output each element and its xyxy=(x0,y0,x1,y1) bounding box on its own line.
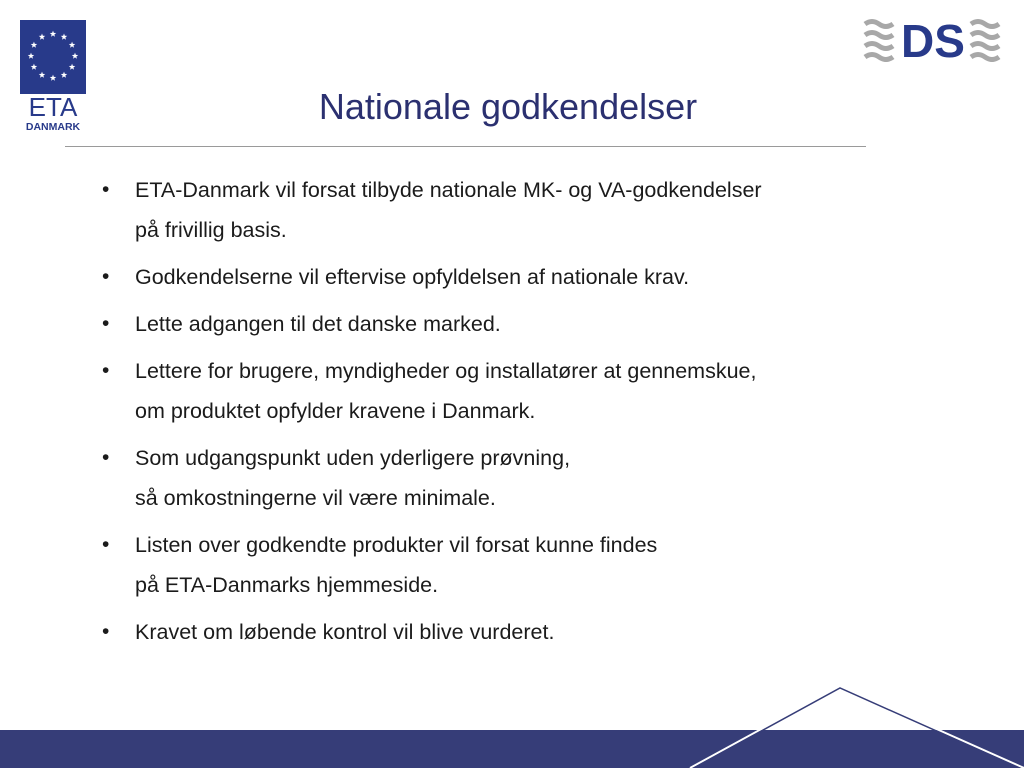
ds-logo-text: DS xyxy=(901,15,965,62)
bullet-item xyxy=(100,257,920,297)
bullet-item xyxy=(100,351,920,431)
footer-curve xyxy=(0,680,1024,768)
bullet-text-line: ETA-Danmark vil forsat tilbyde nationale MK- og VA-godkendelser xyxy=(135,178,762,202)
eta-logo-subtext: DANMARK xyxy=(25,121,81,132)
bullet-marker: • xyxy=(102,446,110,469)
bullet-list xyxy=(100,170,920,659)
bullet-item xyxy=(100,170,920,250)
bullet-marker: • xyxy=(102,359,110,382)
bullet-text-line: så omkostningerne vil være minimale. xyxy=(135,486,496,510)
bullet-text-line: på frivillig basis. xyxy=(135,218,287,242)
bullet-text-line: Godkendelserne vil eftervise opfyldelsen af nationale krav. xyxy=(135,265,690,289)
bullet-item xyxy=(100,304,920,344)
bullet-item xyxy=(100,438,920,518)
bullet-marker: • xyxy=(102,620,110,643)
bullet-text-line: Som udgangspunkt uden yderligere prøvning, xyxy=(135,446,571,470)
bullet-text-line: Listen over godkendte produkter vil forsat kunne findes xyxy=(135,533,658,557)
title-divider xyxy=(65,146,866,147)
bullet-text-line: Kravet om løbende kontrol vil blive vurderet. xyxy=(135,620,555,644)
bullet-item xyxy=(100,612,920,652)
bullet-marker: • xyxy=(102,265,110,288)
bullet-text-line: om produktet opfylder kravene i Danmark. xyxy=(135,399,536,423)
bullet-item xyxy=(100,525,920,605)
slide-title: Nationale godkendelser xyxy=(318,86,698,127)
ds-waves-right xyxy=(971,22,999,60)
ds-logo xyxy=(863,14,1003,62)
bullet-text-line: på ETA-Danmarks hjemmeside. xyxy=(135,573,439,597)
bullet-marker: • xyxy=(102,312,110,335)
bullet-text-line: Lettere for brugere, myndigheder og installatører at gennemskue, xyxy=(135,359,757,383)
bullet-marker: • xyxy=(102,178,110,201)
eta-logo-text: ETA xyxy=(28,92,78,122)
bullet-text-line: Lette adgangen til det danske marked. xyxy=(135,312,501,336)
bullet-marker: • xyxy=(102,533,110,556)
ds-waves-left xyxy=(865,22,893,60)
